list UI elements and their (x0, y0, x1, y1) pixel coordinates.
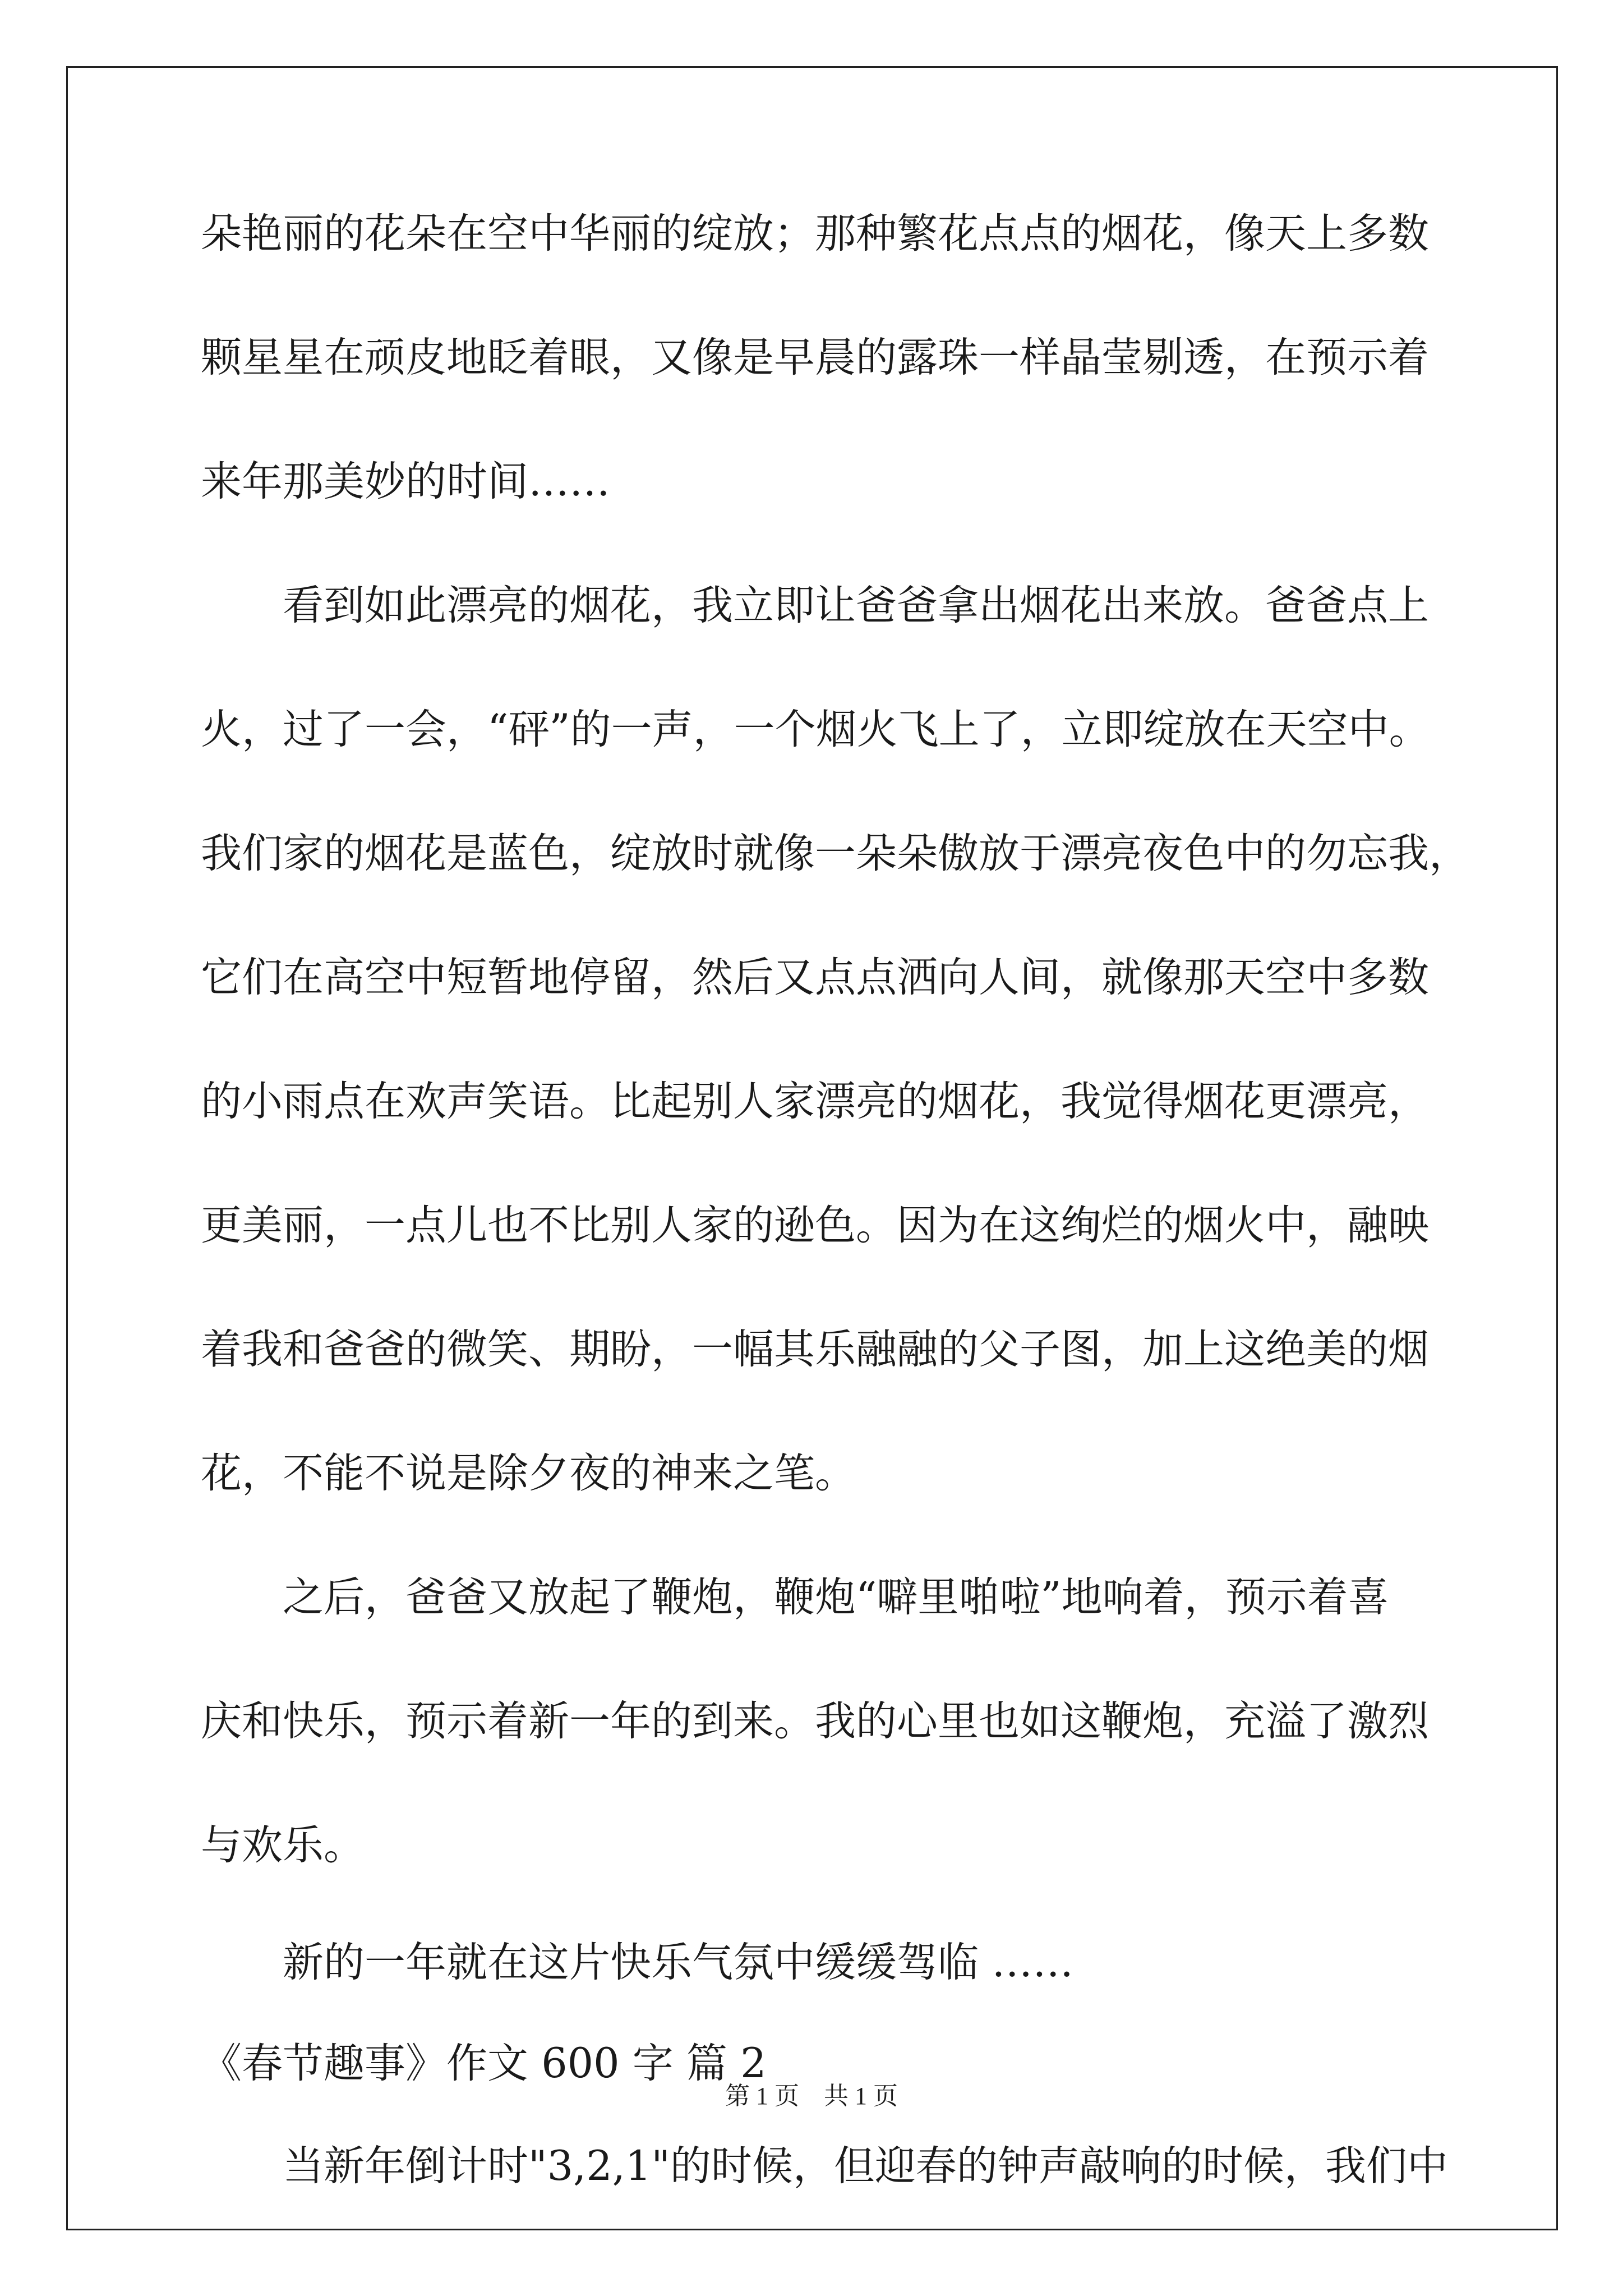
body-line: 它们在高空中短暂地停留，然后又点点洒向人间，就像那天空中多数 (201, 954, 1429, 1001)
body-line: 朵艳丽的花朵在空中华丽的绽放；那种繁花点点的烟花，像天上多数 (201, 210, 1429, 257)
body-line: 颗星星在顽皮地眨着眼，又像是早晨的露珠一样晶莹剔透，在预示着 (201, 334, 1429, 381)
body-line: 来年那美妙的时间…… (201, 458, 610, 505)
body-line: 与欢乐。 (201, 1821, 365, 1869)
page-footer: 第 1 页 共 1 页 (725, 2082, 898, 2110)
body-line: 火，过了一会，“砰”的一声，一个烟火飞上了，立即绽放在天空中。 (201, 706, 1430, 753)
body-line: 我们家的烟花是蓝色，绽放时就像一朵朵傲放于漂亮夜色中的勿忘我， (201, 830, 1470, 877)
page-border (66, 66, 1558, 2230)
paragraph-start-line: 新的一年就在这片快乐气氛中缓缓驾临 …… (283, 1939, 1074, 1986)
paragraph-start-line: 看到如此漂亮的烟花，我立即让爸爸拿出烟花出来放。爸爸点上 (283, 582, 1429, 629)
body-line: 的小雨点在欢声笑语。比起别人家漂亮的烟花，我觉得烟花更漂亮， (201, 1078, 1429, 1125)
body-line: 花，不能不说是除夕夜的神来之笔。 (201, 1450, 856, 1497)
body-line: 更美丽，一点儿也不比别人家的逊色。因为在这绚烂的烟火中，融映 (201, 1202, 1429, 1249)
body-line: 着我和爸爸的微笑、期盼，一幅其乐融融的父子图，加上这绝美的烟 (201, 1326, 1429, 1373)
body-line: 庆和快乐，预示着新一年的到来。我的心里也如这鞭炮，充溢了激烈 (201, 1697, 1429, 1745)
paragraph-start-line: 之后，爸爸又放起了鞭炮，鞭炮“噼里啪啦”地响着，预示着喜 (283, 1573, 1389, 1621)
paragraph-start-line: 当新年倒计时"3,2,1"的时候，但迎春的钟声敲响的时候，我们中 (283, 2142, 1448, 2190)
section-heading: 《春节趣事》作文 600 字 篇 2 (201, 2040, 767, 2087)
